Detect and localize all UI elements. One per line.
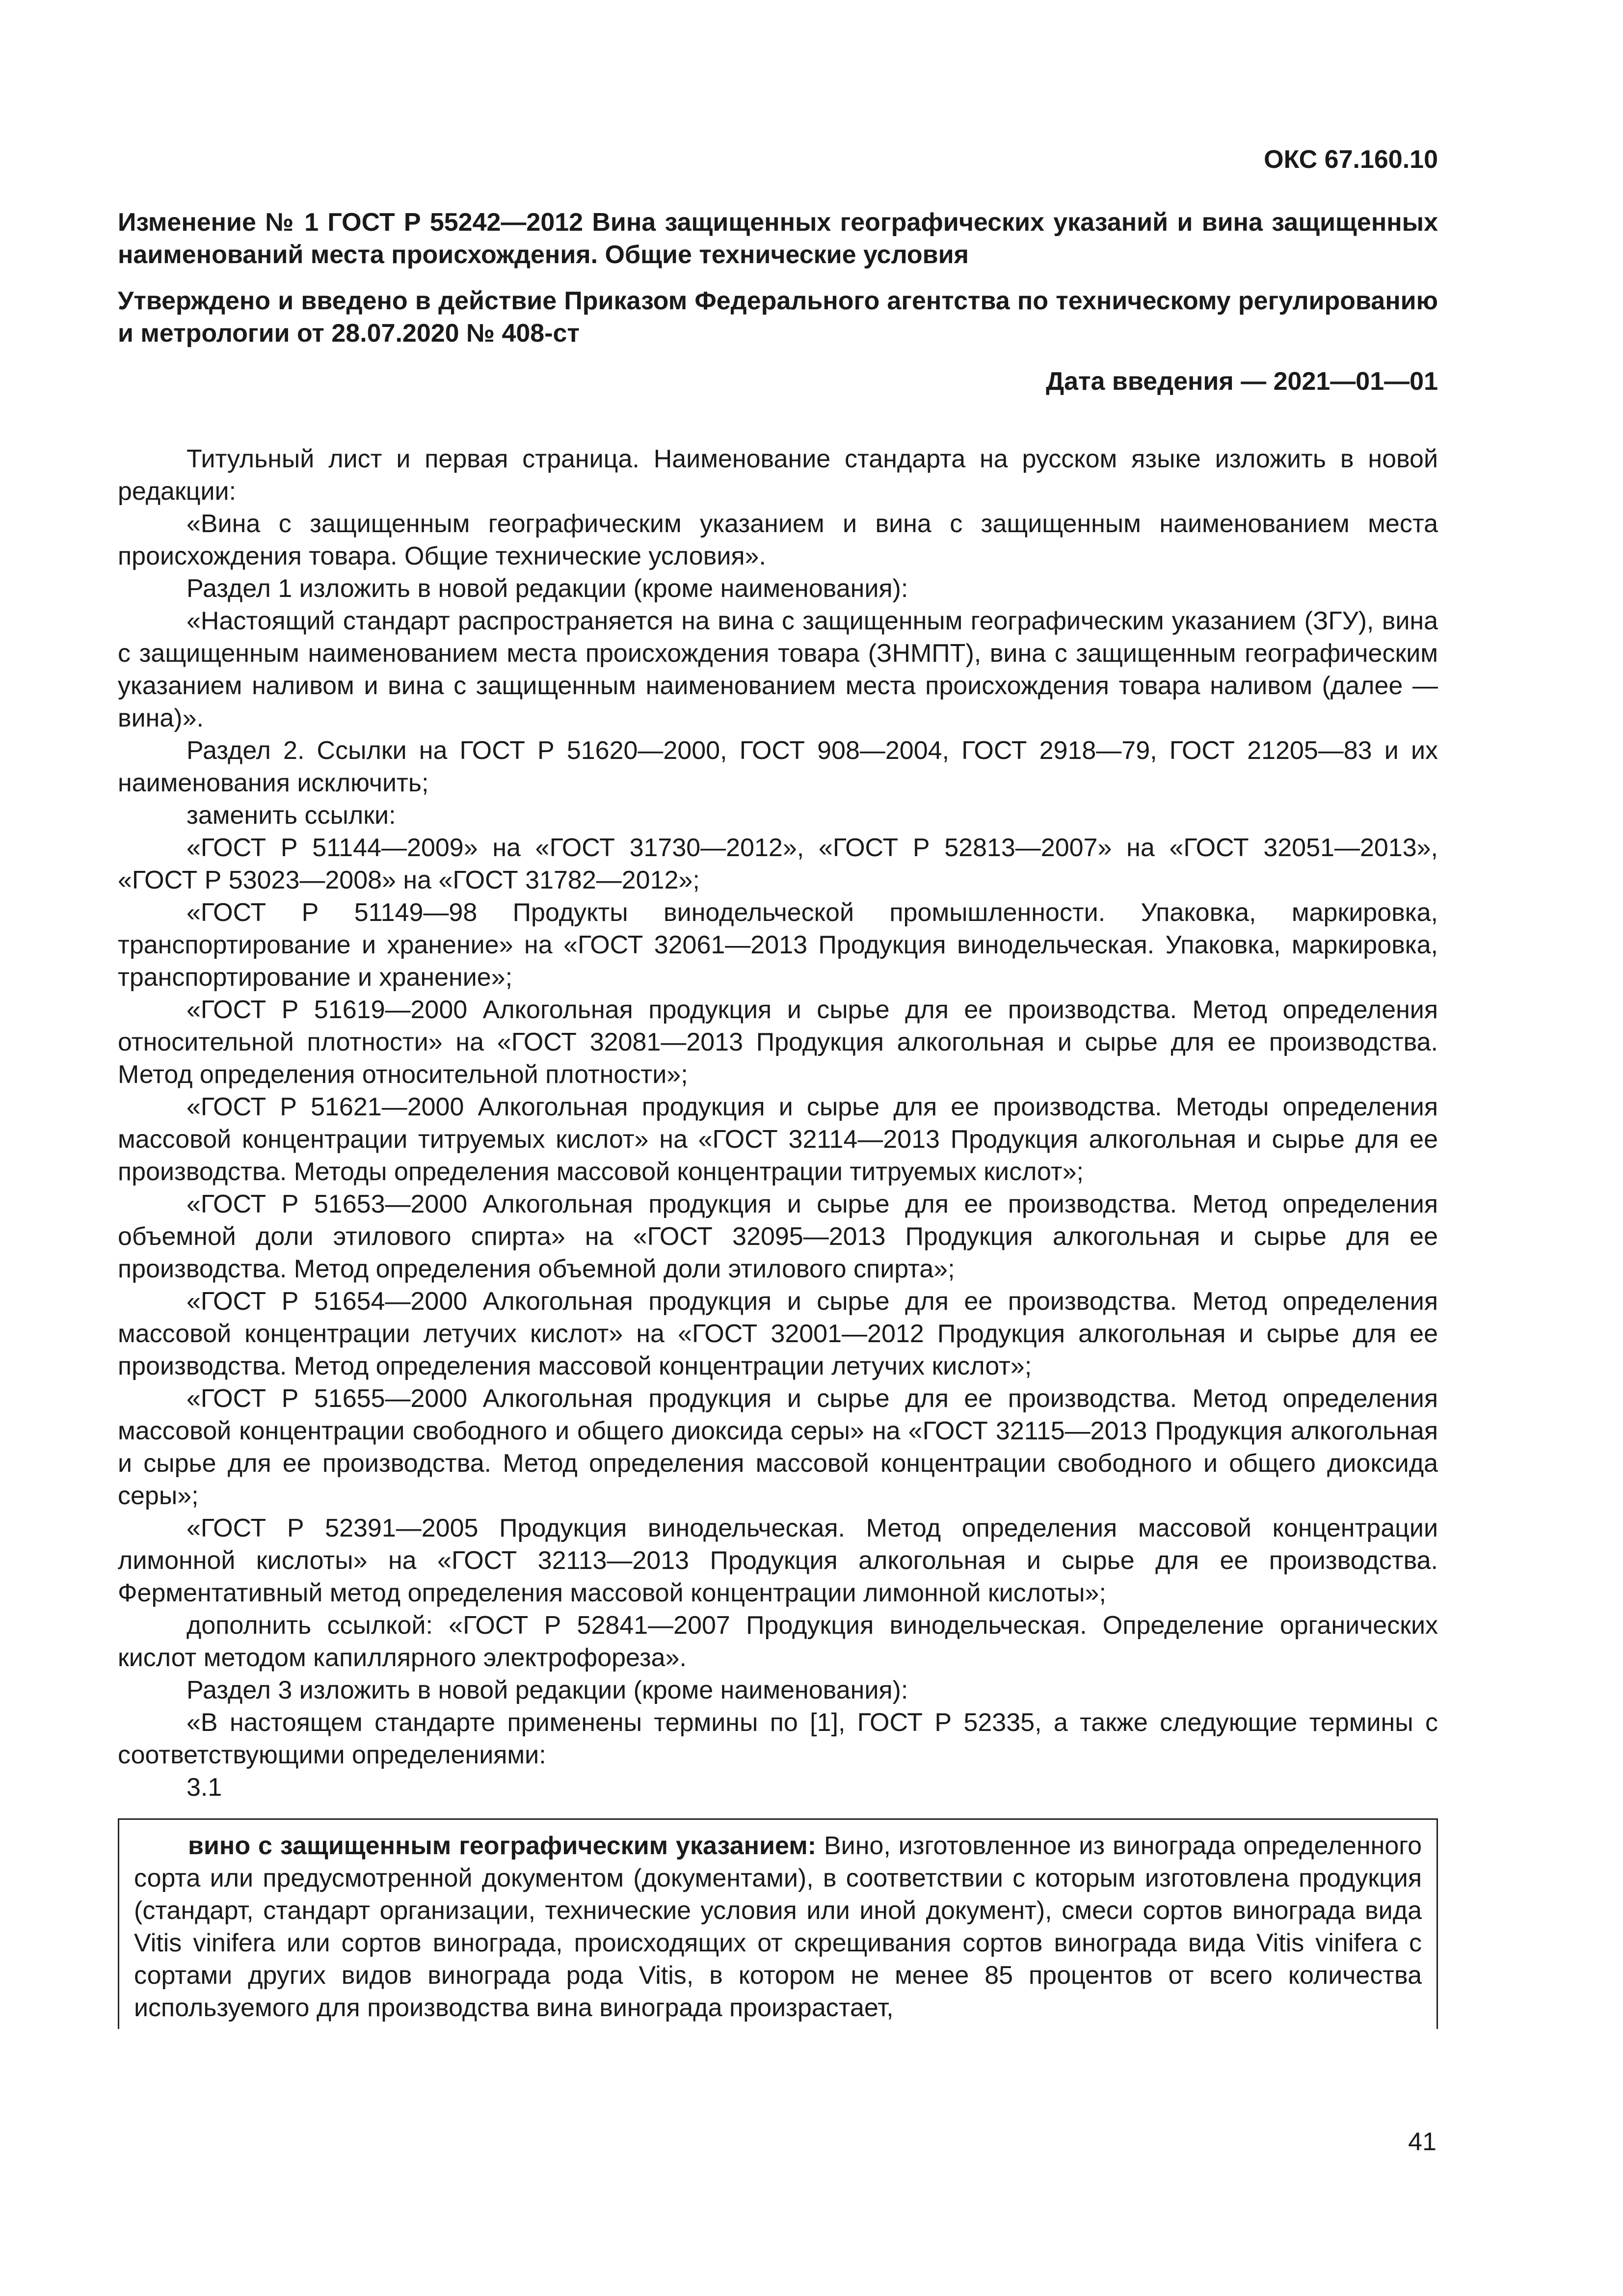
- clause-number: 3.1: [186, 1773, 222, 1802]
- paragraph: «ГОСТ Р 51654—2000 Алкогольная продукция и сырье для ее производства. Метод определения массовой концентрации летучих кислот» на «ГОСТ 32001—2012 Продукция алкогольная и сырье для ее производства. Метод определения массовой концентрации летучих кислот»;: [118, 1287, 1438, 1380]
- page-number: 41: [1408, 2128, 1437, 2156]
- definition-text: Вино, изготовленное из винограда определенного сорта или предусмотренной документом (документами), в соответствии с которым изготовлена продукция (стандарт, стандарт организации, технические условия или иной документ), смеси сортов винограда вида Vitis vinifera или сортов винограда, происходящих от скрещивания сортов винограда вида Vitis vinifera с сортами других видов винограда рода Vitis, в котором не менее 85 процентов от всего количества используемого для производства вина винограда произрастает,: [134, 1832, 1422, 2022]
- paragraph: Титульный лист и первая страница. Наименование стандарта на русском языке изложить в новой редакции:: [118, 445, 1438, 506]
- paragraph: «ГОСТ Р 52391—2005 Продукция винодельческая. Метод определения массовой концентрации лимонной кислоты» на «ГОСТ 32113—2013 Продукция алкогольная и сырье для ее производства. Ферментативный метод определения массовой концентрации лимонной кислоты»;: [118, 1514, 1438, 1607]
- definition-paragraph: [134, 1830, 1422, 2024]
- paragraph: «ГОСТ Р 51621—2000 Алкогольная продукция и сырье для ее производства. Методы определения массовой концентрации титруемых кислот» на «ГОСТ 32114—2013 Продукция алкогольная и сырье для ее производства. Методы определения массовой концентрации титруемых кислот»;: [118, 1093, 1438, 1186]
- paragraph: Раздел 1 изложить в новой редакции (кроме наименования):: [186, 574, 908, 603]
- amendment-title: Изменение № 1 ГОСТ Р 55242—2012 Вина защищенных географических указаний и вина защищенных наименований места происхождения. Общие технические условия: [118, 208, 1438, 269]
- approval-statement: Утверждено и введено в действие Приказом Федерального агентства по техническому регулированию и метрологии от 28.07.2020 № 408-ст: [118, 287, 1438, 348]
- paragraph: «ГОСТ Р 51144—2009» на «ГОСТ 31730—2012», «ГОСТ Р 52813—2007» на «ГОСТ 32051—2013», «ГОСТ Р 53023—2008» на «ГОСТ 31782—2012»;: [118, 834, 1438, 894]
- paragraph: «Настоящий стандарт распространяется на вина с защищенным географическим указанием (ЗГУ), вина с защищенным наименованием места происхождения товара (ЗНМПТ), вина с защищенным географическим указанием наливом и вина с защищенным наименованием места происхождения товара наливом (далее — вина)».: [118, 607, 1438, 732]
- oks-code: ОКС 67.160.10: [1264, 145, 1438, 174]
- effective-date: Дата введения — 2021—01—01: [1046, 367, 1438, 396]
- paragraph: «ГОСТ Р 51655—2000 Алкогольная продукция и сырье для ее производства. Метод определения массовой концентрации свободного и общего диоксида серы» на «ГОСТ 32115—2013 Продукция алкогольная и сырье для ее производства. Метод определения массовой концентрации свободного и общего диоксида серы»;: [118, 1384, 1438, 1510]
- paragraph: заменить ссылки:: [186, 801, 396, 830]
- paragraph: «ГОСТ Р 51619—2000 Алкогольная продукция и сырье для ее производства. Метод определения относительной плотности» на «ГОСТ 32081—2013 Продукция алкогольная и сырье для ее производства. Метод определения относительной плотности»;: [118, 996, 1438, 1089]
- paragraph: «Вина с защищенным географическим указанием и вина с защищенным наименованием места происхождения товара. Общие технические условия».: [118, 510, 1438, 570]
- paragraph: Раздел 3 изложить в новой редакции (кроме наименования):: [186, 1676, 908, 1704]
- paragraph: «ГОСТ Р 51149—98 Продукты винодельческой промышленности. Упаковка, маркировка, транспортирование и хранение» на «ГОСТ 32061—2013 Продукция винодельческая. Упаковка, маркировка, транспортирование и хранение»;: [118, 898, 1438, 992]
- document-body: [118, 443, 1438, 1804]
- definition-term: вино с защищенным географическим указанием:: [188, 1832, 817, 1860]
- definition-box: [118, 1818, 1438, 2029]
- paragraph: «В настоящем стандарте применены термины по [1], ГОСТ Р 52335, а также следующие термины с соответствующими определениями:: [118, 1708, 1438, 1769]
- page-content: [118, 142, 1438, 2029]
- paragraph: «ГОСТ Р 51653—2000 Алкогольная продукция и сырье для ее производства. Метод определения объемной доли этилового спирта» на «ГОСТ 32095—2013 Продукция алкогольная и сырье для ее производства. Метод определения объемной доли этилового спирта»;: [118, 1190, 1438, 1283]
- paragraph: дополнить ссылкой: «ГОСТ Р 52841—2007 Продукция винодельческая. Определение органических кислот методом капиллярного электрофореза».: [118, 1611, 1438, 1672]
- paragraph: Раздел 2. Ссылки на ГОСТ Р 51620—2000, ГОСТ 908—2004, ГОСТ 2918—79, ГОСТ 21205—83 и их наименования исключить;: [118, 736, 1438, 797]
